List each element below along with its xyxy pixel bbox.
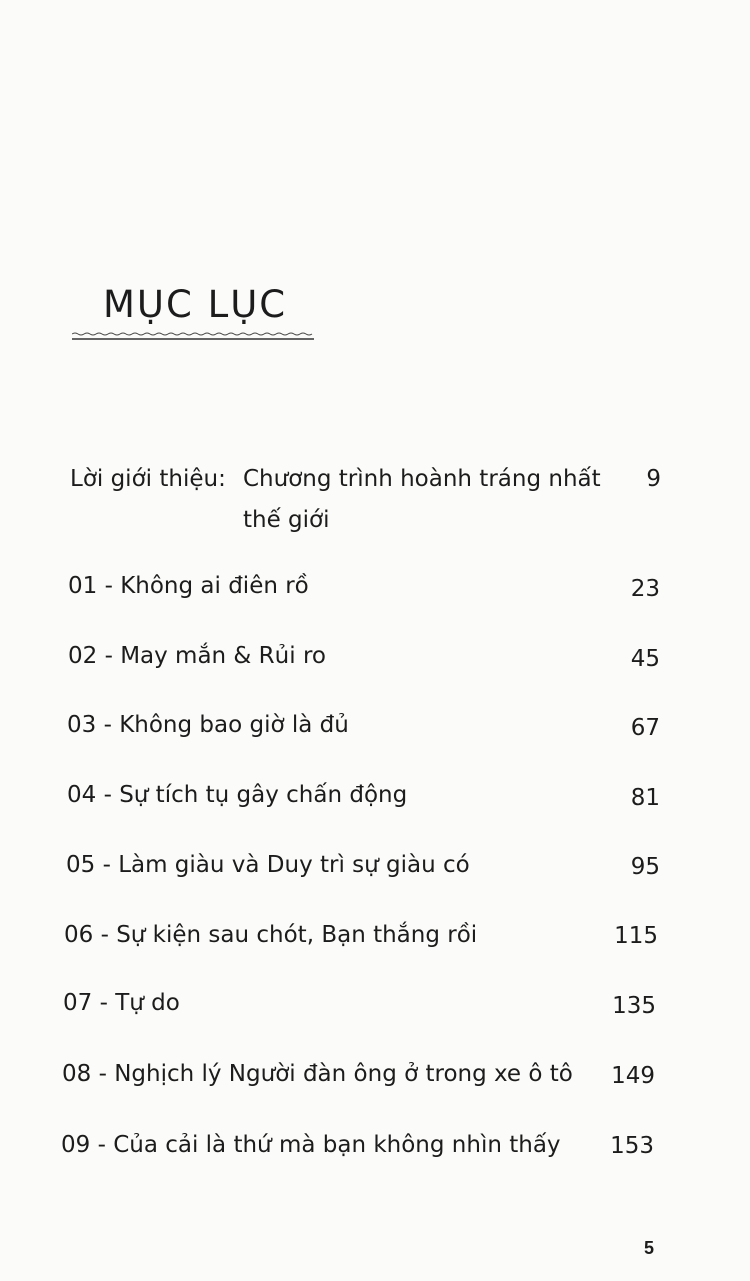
chapter-page: 23 [630, 576, 660, 602]
chapter-title: 07 - Tự do [63, 990, 180, 1016]
chapter-page: 135 [612, 993, 656, 1019]
page-title: MỤC LỤC [103, 283, 288, 326]
intro-text-line2: thế giới [243, 507, 330, 533]
intro-text-line1: Chương trình hoành tráng nhất [243, 466, 601, 492]
chapter-page: 45 [630, 646, 660, 672]
chapter-page: 153 [610, 1133, 654, 1159]
chapter-title: 09 - Của cải là thứ mà bạn không nhìn thấy [61, 1132, 561, 1158]
chapter-title: 04 - Sự tích tụ gây chấn động [67, 782, 408, 808]
chapter-page: 81 [630, 785, 660, 811]
intro-label: Lời giới thiệu: [70, 466, 226, 492]
chapter-title: 01 - Không ai điên rồ [68, 573, 309, 599]
chapter-title: 02 - May mắn & Rủi ro [68, 643, 326, 669]
chapter-title: 05 - Làm giàu và Duy trì sự giàu có [66, 852, 470, 878]
chapter-page: 115 [614, 923, 658, 949]
chapter-page: 67 [630, 715, 660, 741]
page-number: 5 [643, 1238, 654, 1258]
chapter-title: 03 - Không bao giờ là đủ [67, 712, 349, 738]
chapter-page: 149 [611, 1063, 655, 1089]
chapter-page: 95 [630, 854, 660, 880]
intro-page: 9 [646, 466, 661, 492]
chapter-title: 06 - Sự kiện sau chót, Bạn thắng rồi [64, 922, 478, 948]
chapter-title: 08 - Nghịch lý Người đàn ông ở trong xe ô tô [62, 1061, 573, 1087]
